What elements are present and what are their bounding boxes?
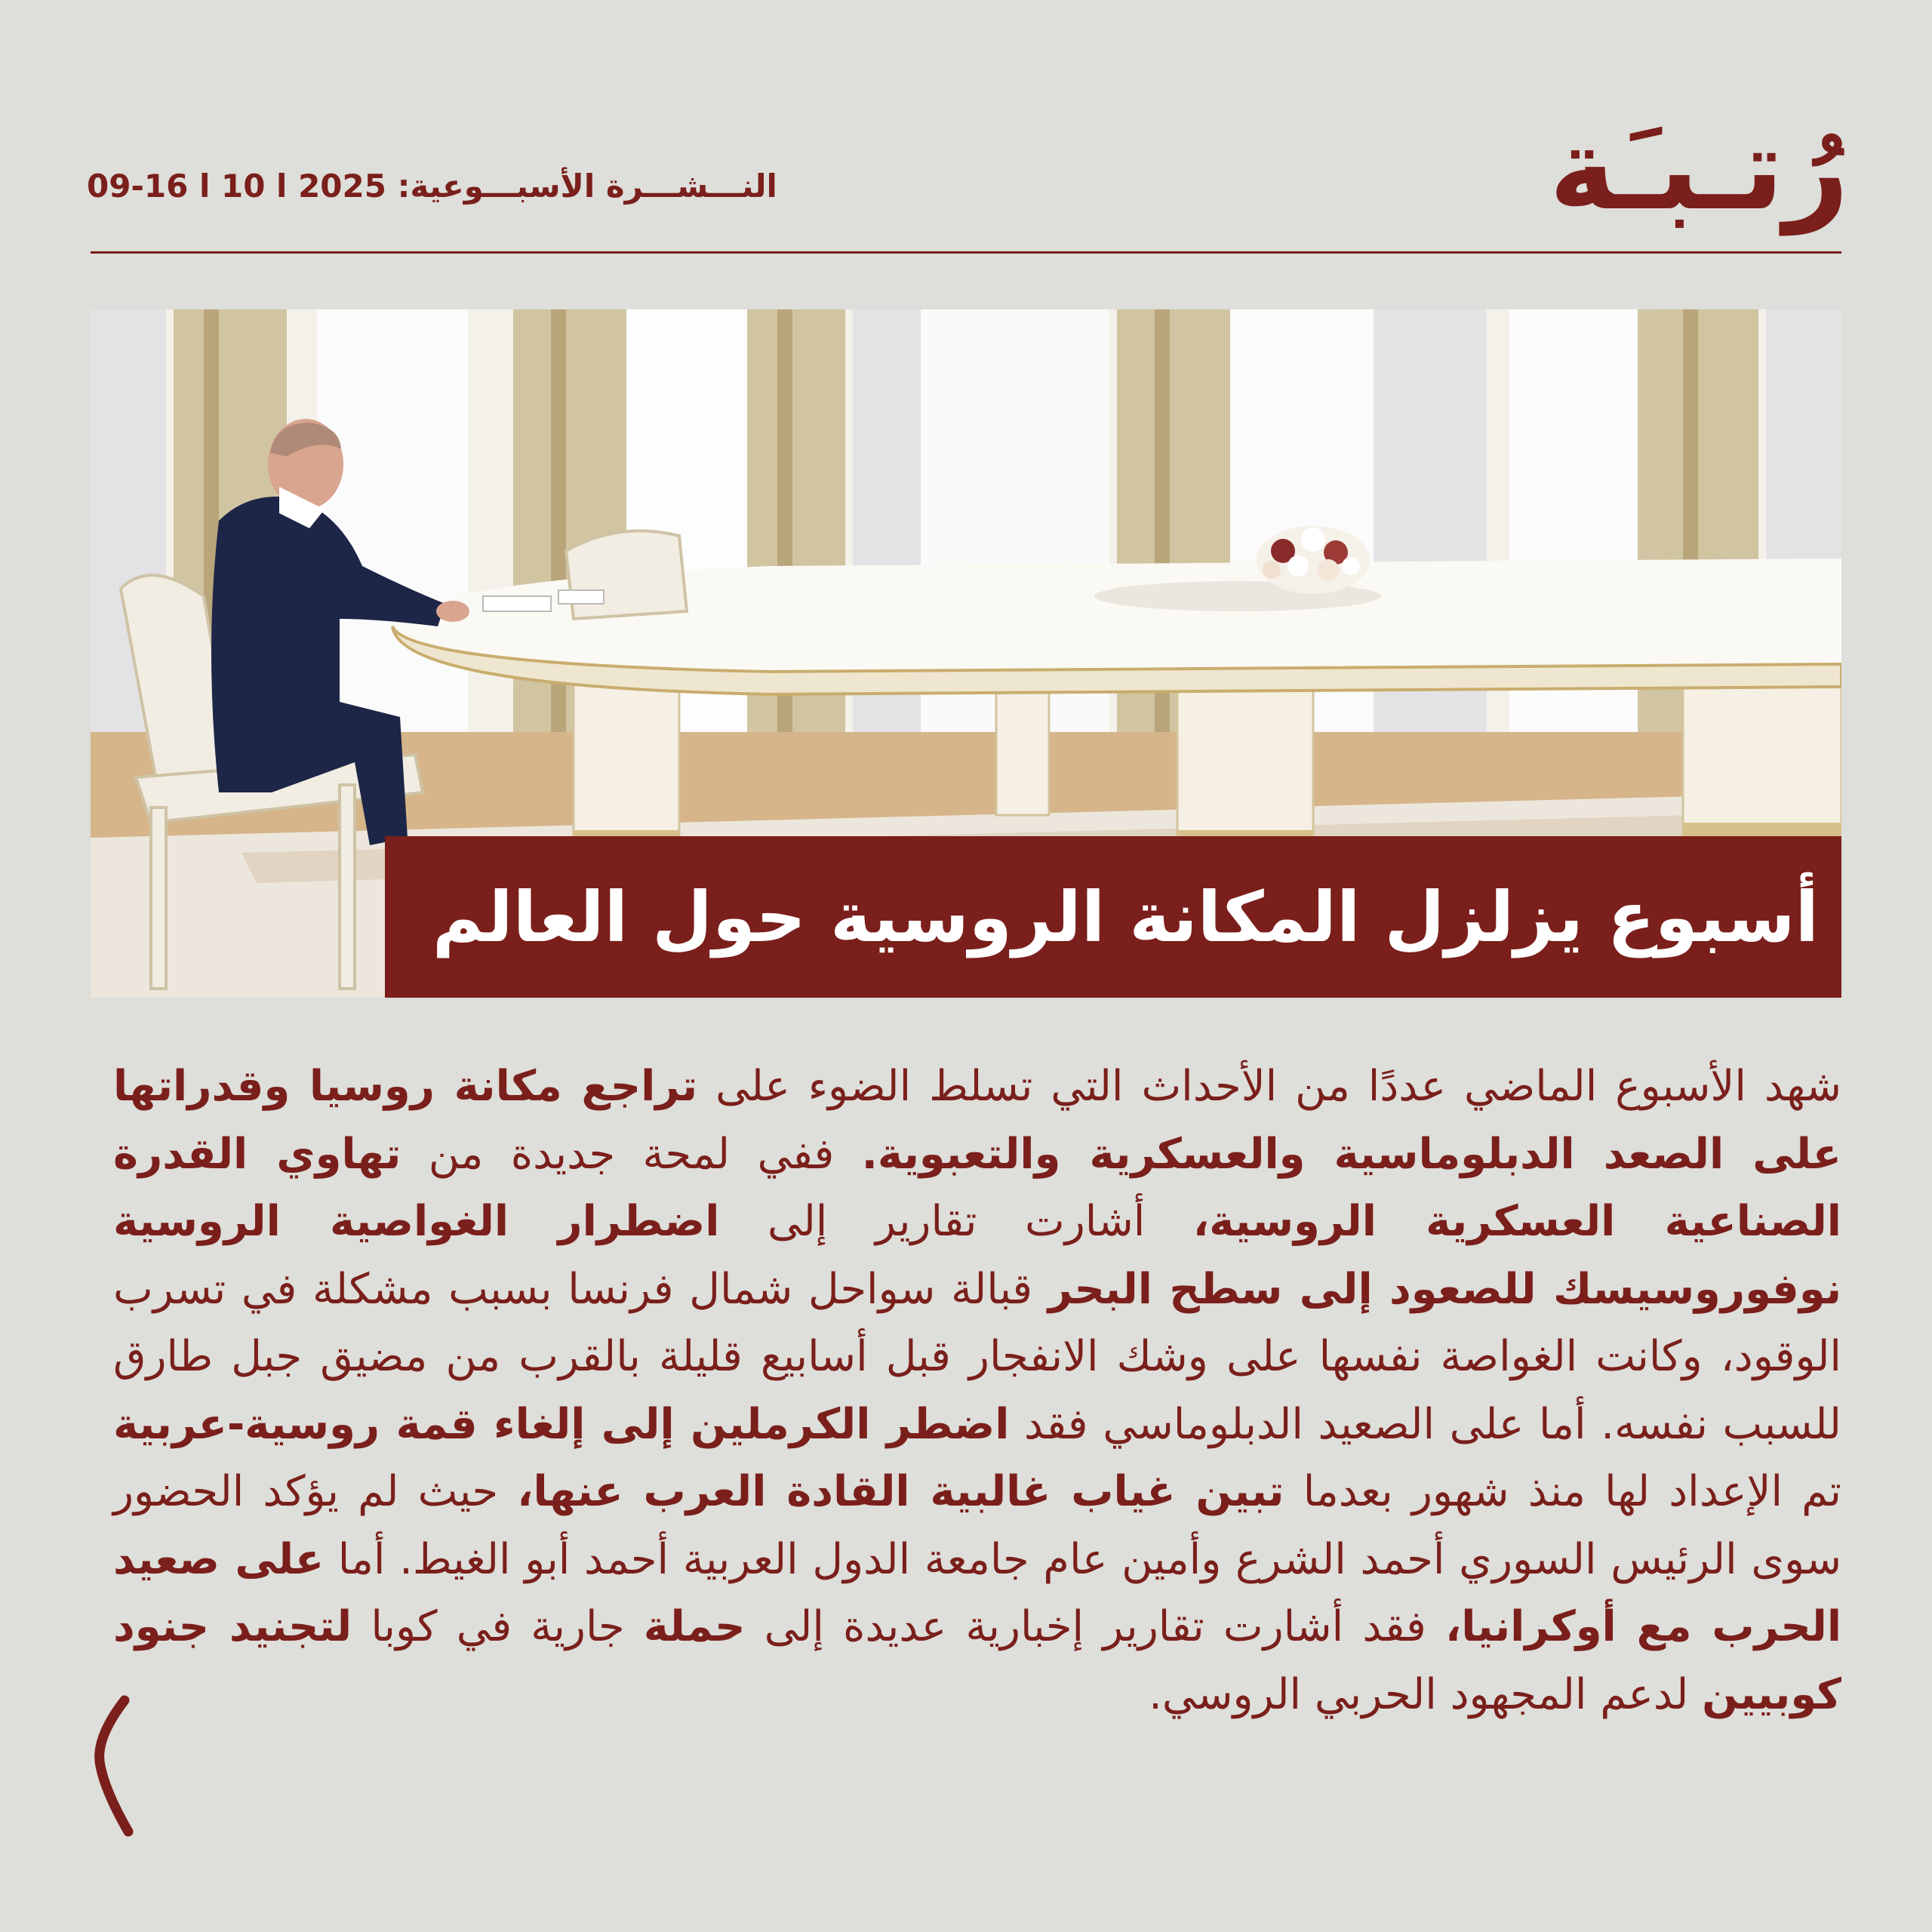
- article-text: أما: [324, 1534, 400, 1584]
- article-text: أشارت تقارير إلى: [719, 1197, 1193, 1246]
- article-highlight: اضطر الكرملين إلى إلغاء قمة روسية-عربية: [113, 1399, 1010, 1449]
- article-highlight: تراجع مكانة روسيا وقدراتها على الصعد الدبلوماسية والعسكرية والتعبوية.: [113, 1062, 1841, 1179]
- article-text: فقد أشارت تقارير إخبارية عديدة إلى: [745, 1602, 1445, 1651]
- article-text: أما على الصعيد الدبلوماسي فقد: [1009, 1399, 1601, 1449]
- headline-banner: [385, 836, 1841, 998]
- article-text: شهد الأسبوع الماضي عددًا من الأحداث التي تسلط الضوء على: [697, 1062, 1842, 1111]
- article-highlight: حملة: [643, 1602, 746, 1651]
- article-text: جارية في كوبا: [352, 1602, 644, 1651]
- article-body: [113, 1053, 1841, 1728]
- article-highlight: على صعيد الحرب مع أوكرانيا،: [113, 1534, 1842, 1651]
- article-highlight: تبين غياب غالبية القادة العرب عنها،: [517, 1467, 1284, 1516]
- headline-text: أسبوع يزلزل المكانة الروسية حول العالم: [432, 876, 1819, 958]
- article-text: حيث لم يؤكد الحضور سوى الرئيس السوري أحمد الشرع وأمين عام جامعة الدول العربية أحمد أبو الغيط.: [113, 1467, 1842, 1584]
- article-text: ففي لمحة جديدة من: [401, 1129, 862, 1179]
- article-text: قبالة سواحل شمال فرنسا بسبب مشكلة في تسرب الوقود، وكانت الغواصة نفسها على وشك الانفجار قبل أسابيع قليلة بالقرب من مضيق جبل طارق للسبب نفسه.: [113, 1264, 1841, 1449]
- article-highlight: اضطرار الغواصية الروسية نوفوروسيسك للصعود إلى سطح البحر: [113, 1197, 1841, 1314]
- issue-date-line: النـــشـــرة الأسبـــوعية: 2025 ا 10 ا 16-09: [87, 168, 777, 205]
- article-text: لدعم المجهود الحربي الروسي.: [1149, 1669, 1703, 1719]
- article-highlight: تهاوي القدرة الصناعية العسكرية الروسية،: [113, 1129, 1842, 1246]
- article-text: تم الإعداد لها منذ شهور بعدما: [1284, 1467, 1841, 1516]
- brand-logo: رُتـبـَة: [1549, 104, 1849, 235]
- decorative-bracket-icon: [87, 1694, 140, 1838]
- header-divider: [91, 251, 1841, 254]
- article-highlight: لتجنيد جنود كوبيين: [113, 1602, 1841, 1719]
